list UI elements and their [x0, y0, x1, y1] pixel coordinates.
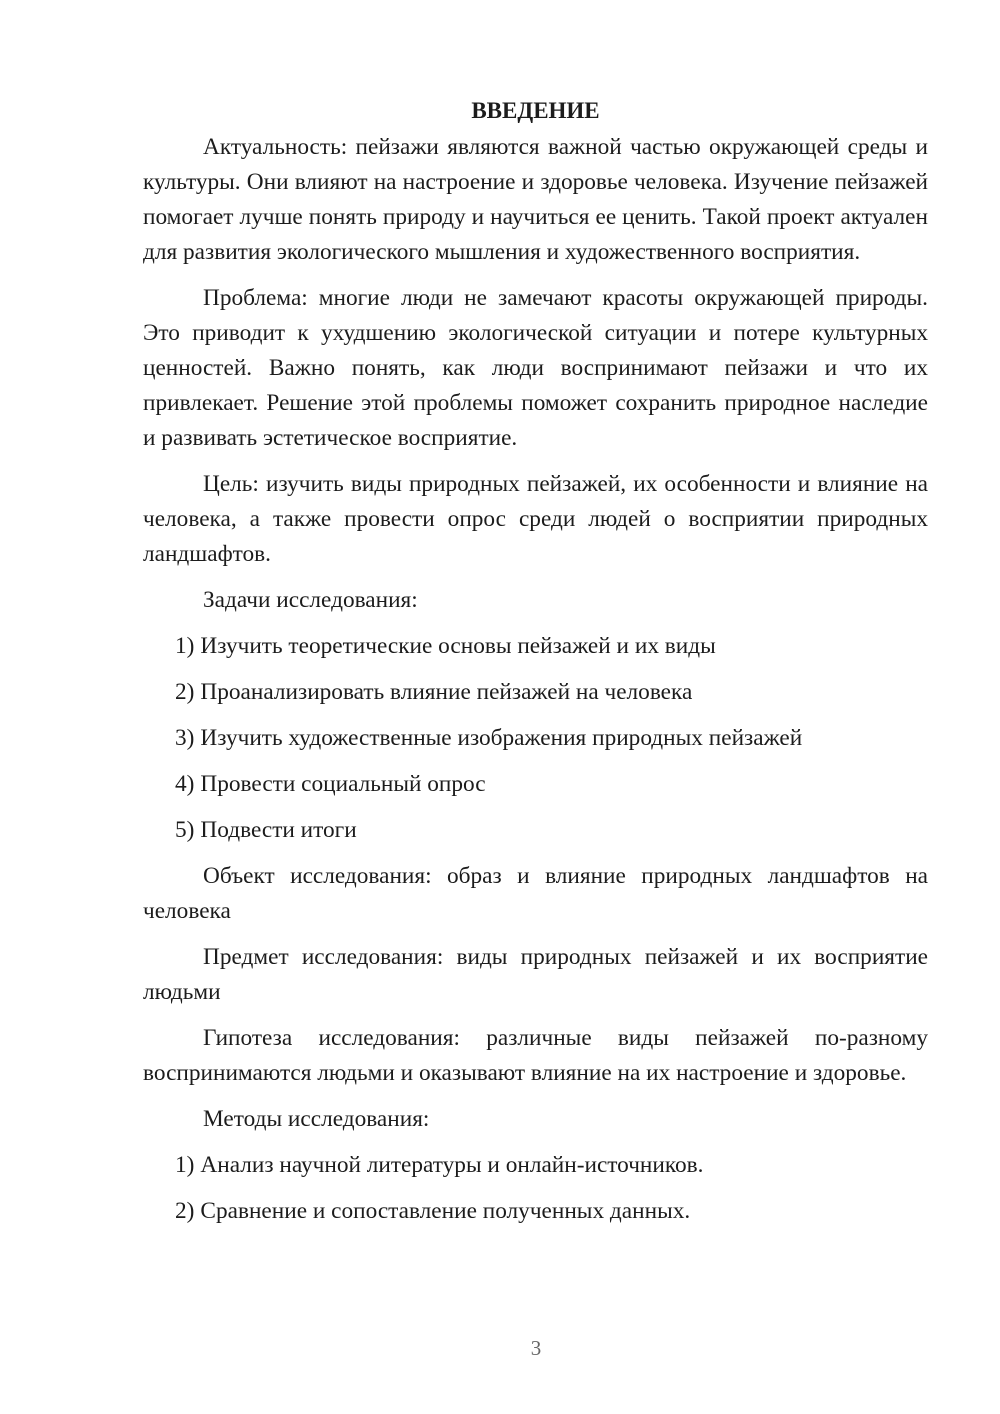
- hypothesis-paragraph: Гипотеза исследования: различные виды пейзажей по-разному воспринимаются людьми и оказывают влияние на их настроение и здоровье.: [143, 1025, 928, 1086]
- list-item-number: 3): [175, 725, 195, 751]
- list-item-number: 1): [175, 633, 195, 659]
- page-number: 3: [530, 1336, 542, 1360]
- tasks-title: Задачи исследования:: [203, 587, 418, 613]
- list-item: [143, 629, 928, 664]
- section-heading: ВВЕДЕНИЕ: [471, 98, 600, 123]
- list-item-number: 4): [175, 771, 195, 797]
- document-page: [143, 94, 928, 1240]
- list-item-number: 1): [175, 1152, 195, 1178]
- tasks-list: [143, 629, 928, 848]
- list-item: [143, 813, 928, 848]
- list-item-text: Изучить теоретические основы пейзажей и их виды: [200, 633, 716, 659]
- list-item: [143, 1148, 928, 1183]
- list-item-text: Анализ научной литературы и онлайн-источников.: [200, 1152, 704, 1178]
- list-item-text: Проанализировать влияние пейзажей на человека: [200, 679, 693, 705]
- problem-paragraph: Проблема: многие люди не замечают красоты окружающей природы. Это приводит к ухудшению экологической ситуации и потере культурных ценностей. Важно понять, как люди воспринимают пейзажи и что их привлекает. Решение этой проблемы поможет сохранить природное наследие и развивать эстетическое восприятие.: [143, 285, 928, 451]
- list-item: [143, 721, 928, 756]
- methods-list: [143, 1148, 928, 1229]
- list-item: [143, 767, 928, 802]
- list-item-number: 2): [175, 679, 195, 705]
- list-item-text: Провести социальный опрос: [200, 771, 486, 797]
- list-item-number: 2): [175, 1198, 195, 1224]
- list-item-text: Изучить художественные изображения природных пейзажей: [200, 725, 803, 751]
- relevance-paragraph: Актуальность: пейзажи являются важной частью окружающей среды и культуры. Они влияют на настроение и здоровье человека. Изучение пейзажей помогает лучше понять природу и научиться ее ценить. Такой проект актуален для развития экологического мышления и художественного восприятия.: [143, 134, 928, 265]
- list-item: [143, 675, 928, 710]
- list-item-number: 5): [175, 817, 195, 843]
- list-item: [143, 1194, 928, 1229]
- goal-paragraph: Цель: изучить виды природных пейзажей, их особенности и влияние на человека, а также провести опрос среди людей о восприятии природных ландшафтов.: [143, 471, 928, 567]
- list-item-text: Сравнение и сопоставление полученных данных.: [200, 1198, 691, 1224]
- methods-title: Методы исследования:: [203, 1106, 430, 1132]
- object-paragraph: Объект исследования: образ и влияние природных ландшафтов на человека: [143, 863, 928, 924]
- list-item-text: Подвести итоги: [200, 817, 357, 843]
- subject-paragraph: Предмет исследования: виды природных пейзажей и их восприятие людьми: [143, 944, 928, 1005]
